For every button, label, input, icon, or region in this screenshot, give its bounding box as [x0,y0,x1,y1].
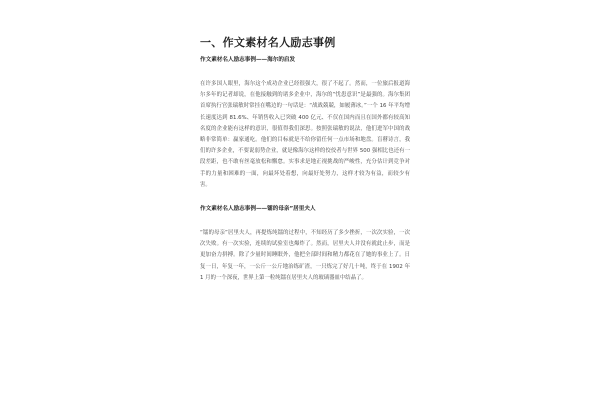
section-title-curie: 作文素材名人励志事例——镭的母亲”居里夫人 [200,206,316,213]
document-heading: 一、作文素材名人励志事例 [200,36,336,49]
section-title-haier: 作文素材名人励志事例——海尔的启发 [200,57,296,63]
section-paragraph-haier: 在许多国人眼里，海尔这个成功企业已经很强大，很了不起了。然而，一位旅后报道海尔多年的记者却说，在他接触到的诸多企业中，海尔的“忧患意识”是最强的。海尔集团首席执行官张瑞敏时常挂在嘴边的一句话是：“战战兢兢，如履薄冰。”一个 16 年平均增长速度达到 81.6%、年销售收入已突破 400 亿元、不仅在国内而且在国外都有较高知名度的企业能有这样的意识，很值得我们深思。按照张瑞敏的说法，他们进军中国的战略非常简单：赢家通吃。他们的目标就是不给你留任何一点市场和地盘。盲瞽诗言，我们的许多企业，不要说弱势企业，就是像海尔这样的佼佼者与世界 500 强相比也还有一段差距，也不敢有丝毫放松和懈怠。实事求是地正视挑战的严峻性，充分估计到竞争对手的力量和困难的一面，向最坏处着想，向最好处努力，这样才较为有益，而较少有害。 [200,81,410,188]
document-content [200,36,410,284]
section-paragraph-curie: “镭的母亲”居里夫人，再提炼纯镭的过程中，不知经历了多少挫折，一次次实验，一次次失败。有一次实验，连续的试验室也爆炸了。然而，居里夫人并没有就此止步，而是更加奋力拼搏。除了少量时间睡眠外，他把全部时间和精力都花在了她的事业上了。日复一日，年复一年，一公斤一公斤地治练矿渣，一只炼完了好几十吨，终于在 1902 年 1 月的一个深夜，世界上第一粒纯镭在居里夫人的玻璃器皿中结晶了。 [200,230,410,281]
